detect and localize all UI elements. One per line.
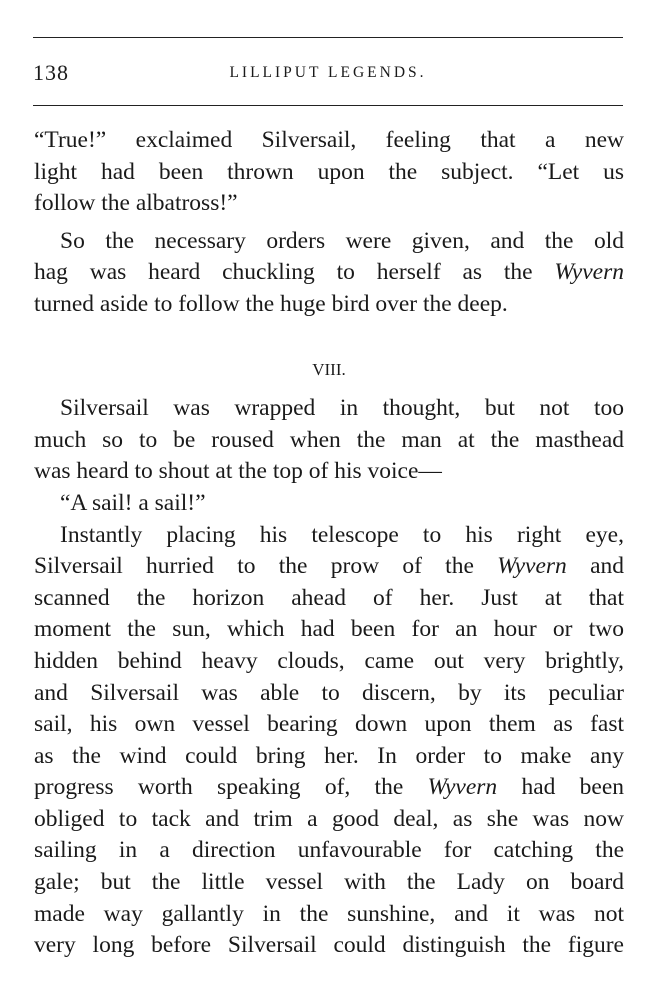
body-text <box>34 125 624 962</box>
text-segment: Silversail hurried to the prow of the <box>34 553 474 580</box>
ship-name: Wyvern <box>497 553 567 580</box>
text-line: “True!” exclaimed Silversail, feeling that a new <box>34 127 624 153</box>
text-line: as the wind could bring her. In order to make any <box>34 742 624 769</box>
text-line <box>34 772 624 804</box>
text-line: Silversail was wrapped in thought, but not too <box>60 395 624 422</box>
text-line: sail, his own vessel bearing down upon them as fast <box>34 711 624 738</box>
text-line <box>34 257 624 289</box>
text-line: “A sail! a sail!” <box>60 489 206 516</box>
text-line: hidden behind heavy clouds, came out very brightly, <box>34 647 624 674</box>
text-line <box>34 226 624 258</box>
text-segment: progress worth speaking of, the <box>34 774 404 801</box>
text-line: sailing in a direction unfavourable for catching the <box>34 837 624 864</box>
ship-name: Wyvern <box>427 774 498 801</box>
text-line: very long before Silversail could distinguish the figure <box>34 932 624 959</box>
bottom-rule <box>33 105 623 106</box>
text-line: turned aside to follow the huge bird over the deep. <box>34 290 508 317</box>
page-number: 138 <box>33 60 69 85</box>
text-line: Instantly placing his telescope to his right eye, <box>60 521 624 548</box>
text-line: gale; but the little vessel with the Lady on board <box>34 869 624 896</box>
text-segment: and <box>590 553 624 580</box>
running-head <box>33 60 623 88</box>
text-line: made way gallantly in the sunshine, and it was not <box>34 900 624 927</box>
text-segment: hag was heard chuckling to herself as the <box>34 259 533 286</box>
text-line: was heard to shout at the top of his voice— <box>34 458 442 485</box>
text-line: scanned the horizon ahead of her. Just at that <box>34 584 624 611</box>
text-segment: had been <box>521 774 625 801</box>
text-line: much so to be roused when the man at the masthead <box>34 426 624 453</box>
text-line: light had been thrown upon the subject. “Let us <box>34 158 624 185</box>
ship-name: Wyvern <box>554 259 624 286</box>
text-line: obliged to tack and trim a good deal, as she was now <box>34 805 624 832</box>
section-heading: VIII. <box>312 359 346 379</box>
text-segment: So the necessary orders were given, and the old <box>60 227 624 254</box>
text-line: and Silversail was able to discern, by its peculiar <box>34 679 624 706</box>
text-line: moment the sun, which had been for an hour or two <box>34 616 624 643</box>
running-title: LILLIPUT LEGENDS. <box>229 64 427 81</box>
text-line: follow the albatross!” <box>34 190 238 217</box>
text-line <box>34 551 624 583</box>
top-rule <box>33 37 623 38</box>
